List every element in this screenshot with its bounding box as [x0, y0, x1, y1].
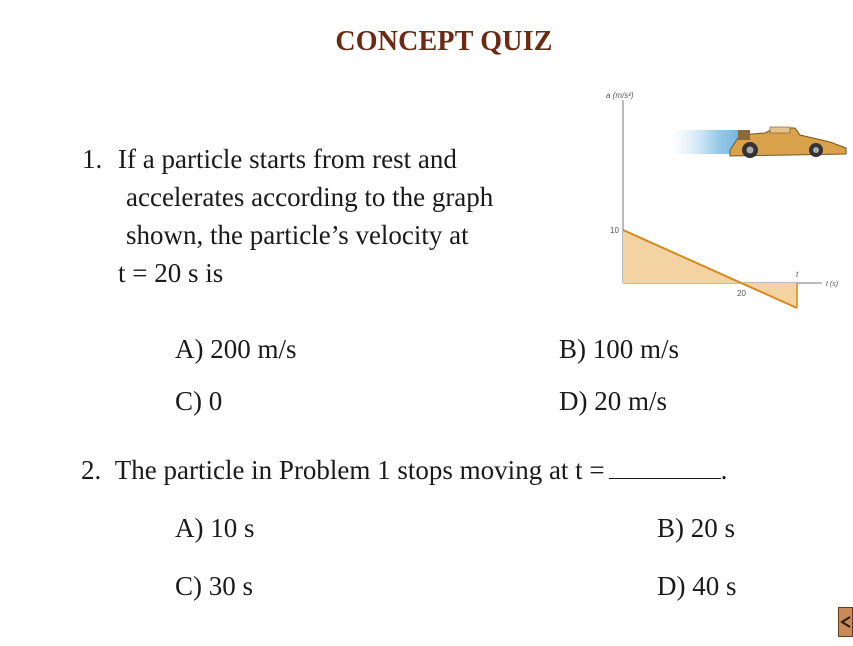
question-1-line-1: If a particle starts from rest and: [118, 144, 457, 174]
acceleration-time-graph: [590, 80, 853, 310]
question-1-line-2: accelerates according to the graph: [126, 182, 494, 212]
question-1: [82, 140, 493, 292]
x-axis-label: t (s): [826, 281, 839, 288]
question-2-text: The particle in Problem 1 stops moving at t =: [114, 455, 605, 485]
answer-blank: [609, 454, 721, 479]
race-car-icon: [670, 127, 846, 158]
back-button[interactable]: [838, 607, 853, 637]
q1-option-c[interactable]: C) 0: [175, 386, 223, 416]
question-2-trail: .: [720, 455, 728, 485]
question-1-number: 1.: [82, 144, 103, 174]
q1-option-a[interactable]: A) 200 m/s: [175, 334, 297, 364]
page-title: CONCEPT QUIZ: [335, 26, 553, 57]
question-2: [81, 454, 727, 486]
q2-option-c[interactable]: C) 30 s: [175, 571, 254, 601]
y-axis-label: a (m/s²): [606, 91, 634, 100]
q2-option-a[interactable]: A) 10 s: [175, 513, 255, 543]
question-1-line-3: shown, the particle’s velocity at: [126, 220, 469, 250]
question-2-number: 2.: [81, 455, 102, 485]
q2-option-b[interactable]: B) 20 s: [657, 513, 736, 543]
back-arrow-icon: [839, 608, 852, 636]
x-tick-label: 20: [737, 289, 746, 298]
q1-option-b[interactable]: B) 100 m/s: [559, 334, 680, 364]
t-marker-label: t: [796, 270, 799, 279]
q1-option-d[interactable]: D) 20 m/s: [559, 386, 667, 416]
y-tick-label: 10: [610, 226, 619, 235]
question-1-line-4: t = 20 s is: [118, 258, 224, 288]
q2-option-d[interactable]: D) 40 s: [657, 571, 737, 601]
